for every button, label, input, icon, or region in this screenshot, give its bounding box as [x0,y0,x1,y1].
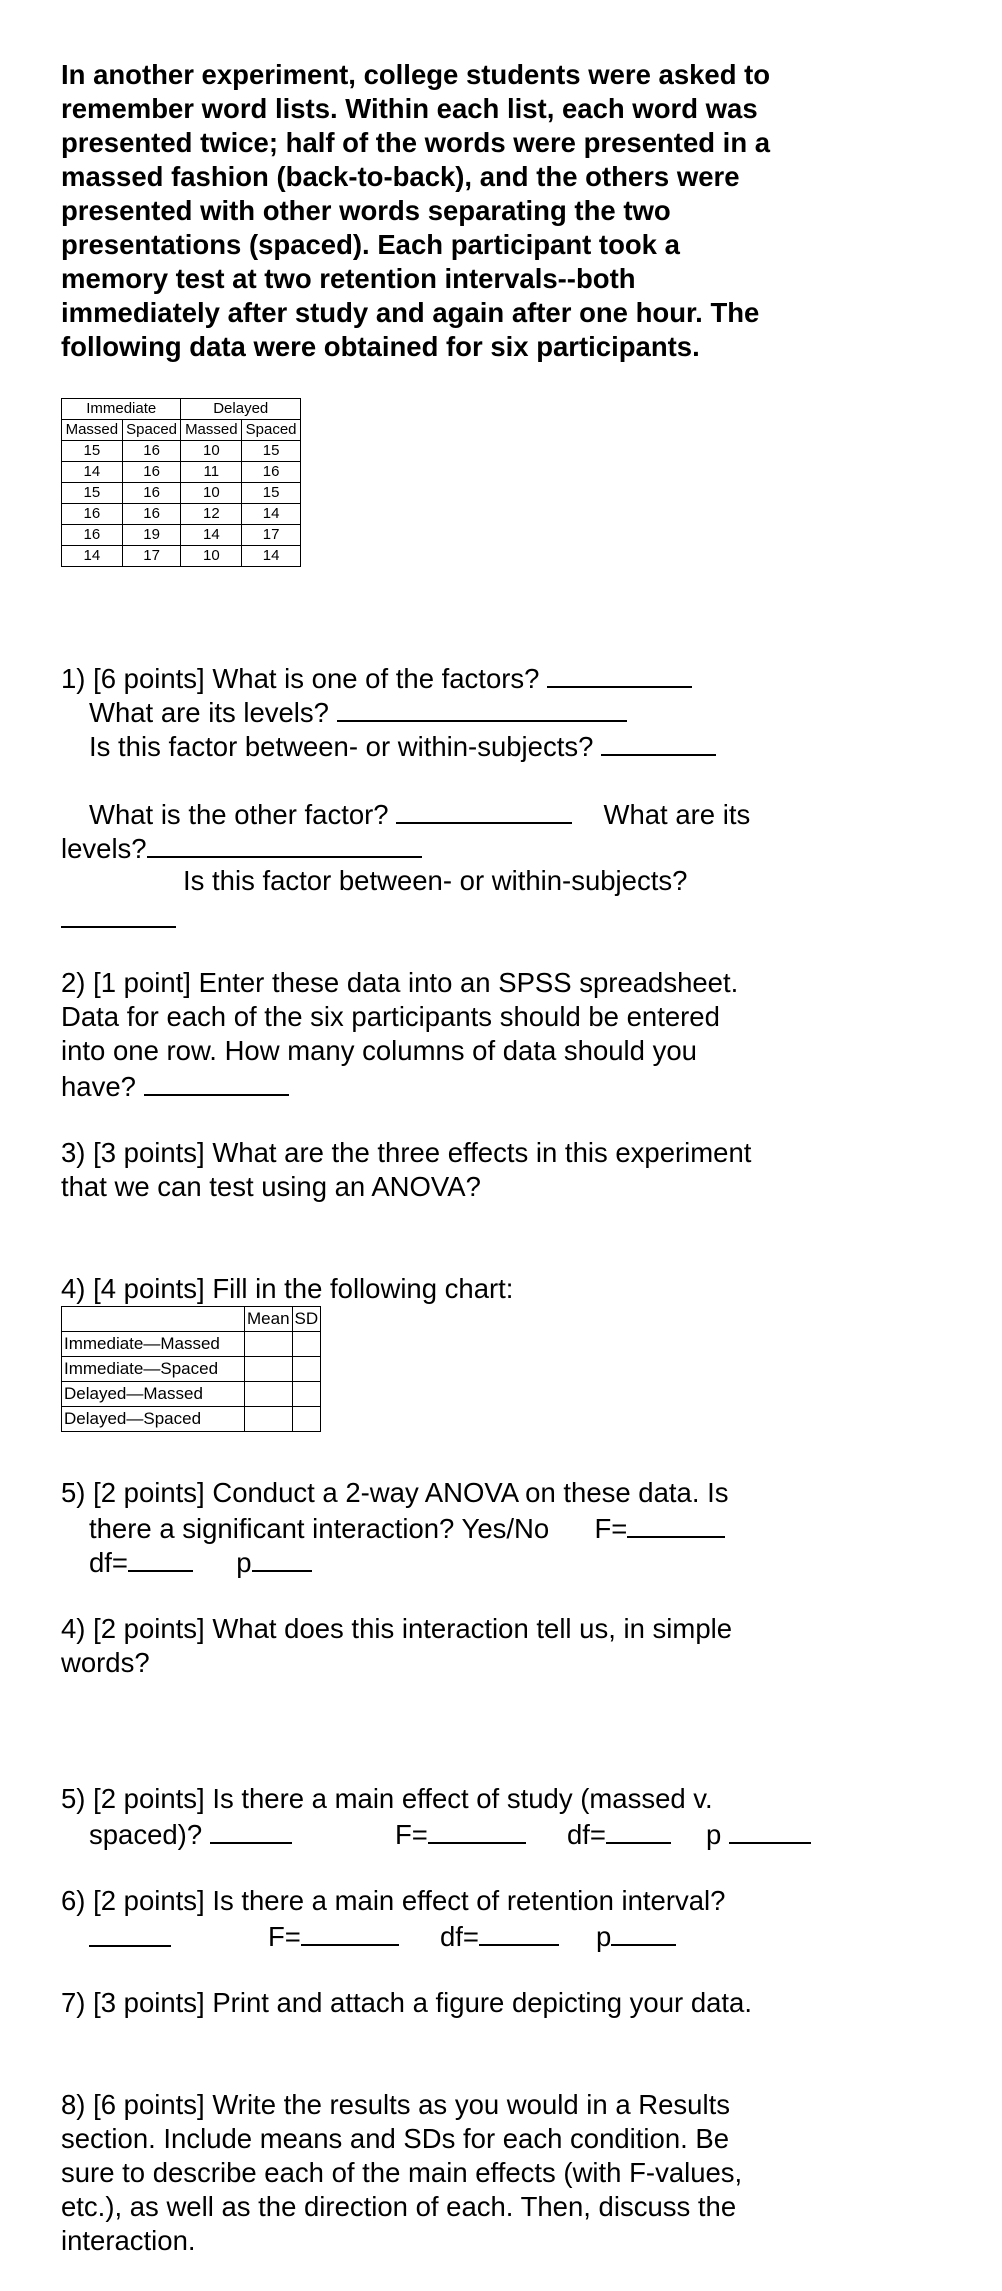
intro-line: presented twice; half of the words were presented in a [61,127,771,158]
table-row [62,441,301,462]
table-row [62,483,301,504]
q8-line: interaction. [61,2225,196,2256]
chart-sd-cell[interactable] [292,1407,321,1432]
q5b-df-blank[interactable] [606,1816,671,1844]
table-cell: 17 [242,525,301,546]
q6-p-group: p [596,1918,676,1954]
q1-levels-answer-blank[interactable] [337,694,627,722]
chart-sd-cell[interactable] [292,1332,321,1357]
table-row [62,1332,321,1357]
table-cell: 12 [181,504,242,525]
q4-line1: 4) [4 points] Fill in the following chart: [61,1273,514,1304]
q8-line: etc.), as well as the direction of each. Then, discuss the [61,2191,737,2222]
q1-other-levels-blank[interactable] [147,830,422,858]
sub-header: Spaced [242,420,301,441]
q1-line6: Is this factor between- or within-subjects? [183,865,688,896]
chart-mean-cell[interactable] [245,1357,293,1382]
chart-corner-cell [62,1307,245,1332]
table-cell: 16 [122,504,181,525]
q5b-answer-blank[interactable] [210,1816,292,1844]
table-cell: 19 [122,525,181,546]
table-cell: 11 [181,462,242,483]
chart-mean-cell[interactable] [245,1382,293,1407]
table-cell: 15 [62,483,123,504]
q5b-df-group: df= [567,1816,671,1852]
table-cell: 16 [122,441,181,462]
intro-line: remember word lists. Within each list, each word was [61,93,758,124]
chart-mean-cell[interactable] [245,1332,293,1357]
intro-line: memory test at two retention intervals--both [61,263,636,294]
intro-paragraph [61,58,770,364]
intro-line: following data were obtained for six participants. [61,331,700,362]
group-header-immediate: Immediate [62,399,181,420]
sub-header: Massed [62,420,123,441]
chart-row-label: Immediate—Spaced [62,1357,245,1382]
chart-sd-cell[interactable] [292,1357,321,1382]
chart-sd-cell[interactable] [292,1382,321,1407]
q5a-line3: df= p [89,1544,312,1580]
intro-line: presented with other words separating the two [61,195,671,226]
q8-line: section. Include means and SDs for each condition. Be [61,2123,730,2154]
q5a-line2: there a significant interaction? Yes/No F= [89,1510,725,1546]
q1-line5: levels? [61,830,422,866]
q1-line4: What is the other factor? What are its [89,796,750,832]
means-chart [61,1306,321,1432]
q6-f-group: F= [268,1918,399,1954]
q1-line1: 1) [6 points] What is one of the factors? [61,660,692,696]
chart-mean-cell[interactable] [245,1407,293,1432]
group-header-delayed: Delayed [181,399,301,420]
q1-factor-answer-blank[interactable] [547,660,692,688]
sub-header: Spaced [122,420,181,441]
table-cell: 14 [242,504,301,525]
q5b-f-blank[interactable] [428,1816,526,1844]
intro-line: massed fashion (back-to-back), and the others were [61,161,740,192]
q6-df-group: df= [440,1918,559,1954]
q5a-f-blank[interactable] [627,1510,725,1538]
chart-header-mean: Mean [245,1307,293,1332]
table-cell: 14 [62,462,123,483]
table-cell: 16 [122,462,181,483]
table-cell: 17 [122,546,181,567]
table-cell: 16 [62,525,123,546]
table-cell: 10 [181,441,242,462]
q5a-p-blank[interactable] [252,1544,312,1572]
q6-f-blank[interactable] [301,1918,399,1946]
intro-line: In another experiment, college students were asked to [61,59,771,90]
q6-line1: 6) [2 points] Is there a main effect of retention interval? [61,1885,726,1916]
q5b-line2: spaced)? [89,1816,292,1852]
q1-line2: What are its levels? [89,694,627,730]
q4b-line1: 4) [2 points] What does this interaction tell us, in simple [61,1613,733,1644]
q5b-p-blank[interactable] [729,1816,811,1844]
table-cell: 14 [181,525,242,546]
table-cell: 10 [181,546,242,567]
table-row [62,546,301,567]
q2-columns-answer-blank[interactable] [144,1068,289,1096]
q6-df-blank[interactable] [479,1918,559,1946]
q2-line3: into one row. How many columns of data should you [61,1035,697,1066]
intro-line: immediately after study and again after one hour. The [61,297,760,328]
q4b-line2: words? [61,1647,150,1678]
q8-line: 8) [6 points] Write the results as you would in a Results [61,2089,730,2120]
q5b-p-group: p [706,1816,811,1852]
chart-row-label: Delayed—Spaced [62,1407,245,1432]
table-cell: 16 [62,504,123,525]
table-cell: 15 [242,483,301,504]
table-cell: 14 [62,546,123,567]
table-row [62,1407,321,1432]
table-row [62,525,301,546]
q1-other-design-blank[interactable] [61,926,176,928]
table-row [62,1357,321,1382]
q5b-line1: 5) [2 points] Is there a main effect of study (massed v. [61,1783,713,1814]
table-row [62,1382,321,1407]
table-cell: 15 [62,441,123,462]
q2-line4: have? [61,1068,289,1104]
table-cell: 15 [242,441,301,462]
table-row [62,504,301,525]
chart-header-sd: SD [292,1307,321,1332]
table-cell: 10 [181,483,242,504]
intro-line: presentations (spaced). Each participant took a [61,229,680,260]
q8-line: sure to describe each of the main effects (with F-values, [61,2157,743,2188]
q5b-f-group: F= [395,1816,526,1852]
table-cell: 16 [122,483,181,504]
q6-p-blank[interactable] [611,1918,676,1946]
table-cell: 16 [242,462,301,483]
sub-header: Massed [181,420,242,441]
q3-line2: that we can test using an ANOVA? [61,1171,481,1202]
q6-answer-blank[interactable] [89,1945,171,1947]
q1-design-answer-blank[interactable] [601,728,716,756]
chart-row-label: Delayed—Massed [62,1382,245,1407]
data-table [61,398,301,567]
q1-line3: Is this factor between- or within-subjects? [89,728,716,764]
q2-line2: Data for each of the six participants should be entered [61,1001,720,1032]
q5a-df-blank[interactable] [128,1544,193,1572]
q3-line1: 3) [3 points] What are the three effects in this experiment [61,1137,752,1168]
table-cell: 14 [242,546,301,567]
q1-other-factor-blank[interactable] [396,796,572,824]
chart-row-label: Immediate—Massed [62,1332,245,1357]
table-row [62,462,301,483]
q5a-line1: 5) [2 points] Conduct a 2-way ANOVA on these data. Is [61,1477,729,1508]
q2-line1: 2) [1 point] Enter these data into an SPSS spreadsheet. [61,967,739,998]
q7-line1: 7) [3 points] Print and attach a figure depicting your data. [61,1987,752,2018]
